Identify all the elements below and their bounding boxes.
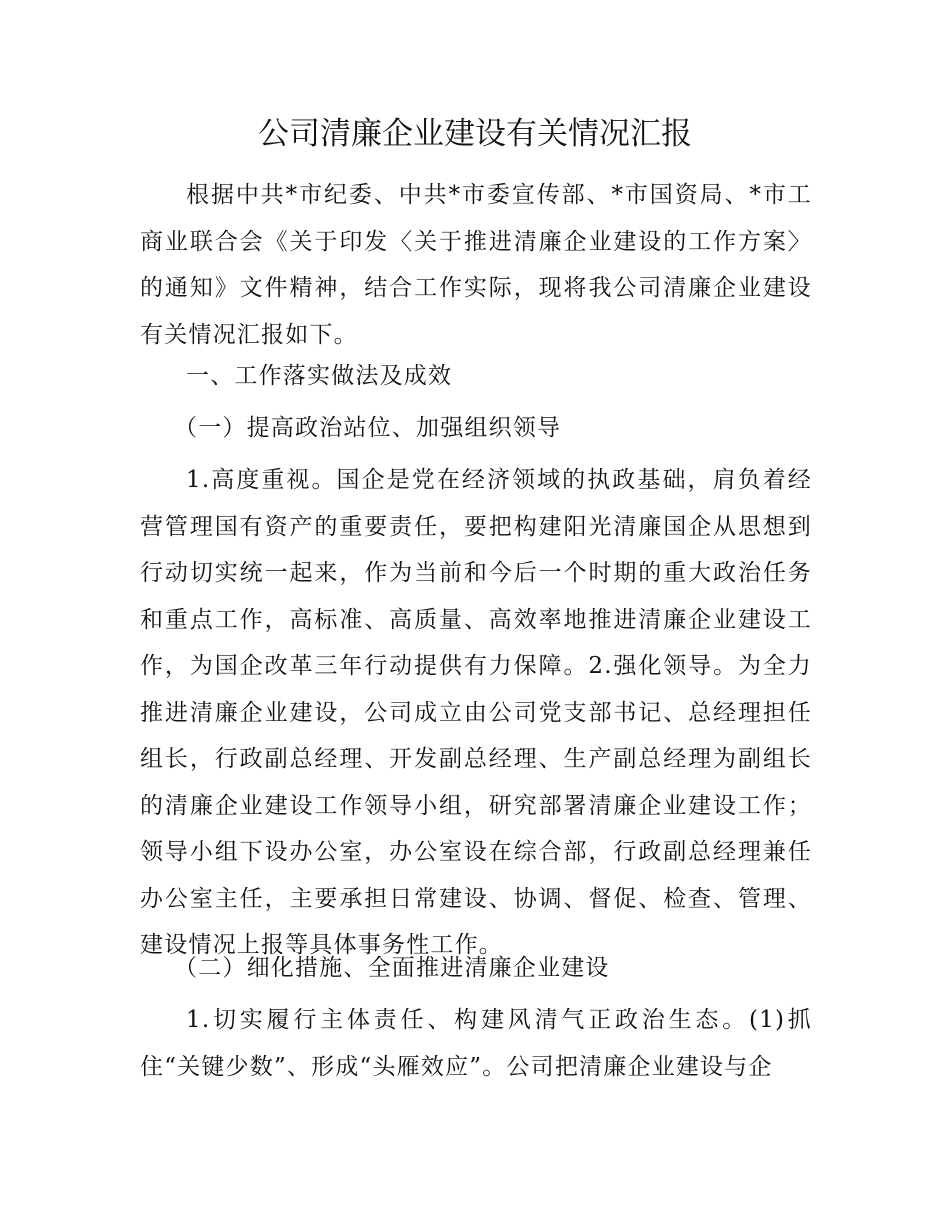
subsection-1-body: 1.高度重视。国企是党在经济领域的执政基础，肩负着经营管理国有资产的重要责任，要把构建阳光清廉国企从思想到行动切实统一起来，作为当前和今后一个时期的重大政治任务和重点工作，高标准、高质量、高效率地推进清廉企业建设工作，为国企改革三年行动提供有力保障。2.强化领导。为全力推进清廉企业建设，公司成立由公司党支部书记、总经理担任组长，行政副总经理、开发副总经理、生产副总经理为副组长的清廉企业建设工作领导小组，研究部署清廉企业建设工作；领导小组下设办公室，办公室设在综合部，行政副总经理兼任办公室主任，主要承担日常建设、协调、督促、检查、管理、建设情况上报等具体事务性工作。 [140, 467, 812, 958]
document-title: 公司清廉企业建设有关情况汇报 [258, 116, 692, 152]
intro-paragraph: 根据中共*市纪委、中共*市委宣传部、*市国资局、*市工商业联合会《关于印发〈关于推进清廉企业建设的工作方案〉的通知》文件精神，结合工作实际，现将我公司清廉企业建设有关情况汇报如下。 [140, 182, 812, 348]
subsection-heading-1: （一）提高政治站位、加强组织领导 [174, 415, 562, 441]
subsection-2-body: 1.切实履行主体责任、构建风清气正政治生态。(1)抓住“关键少数”、形成“头雁效应”。公司把清廉企业建设与企 [140, 1007, 812, 1080]
section-heading-1: 一、工作落实做法及成效 [186, 363, 453, 389]
subsection-heading-2: （二）细化措施、全面推进清廉企业建设 [174, 955, 610, 981]
